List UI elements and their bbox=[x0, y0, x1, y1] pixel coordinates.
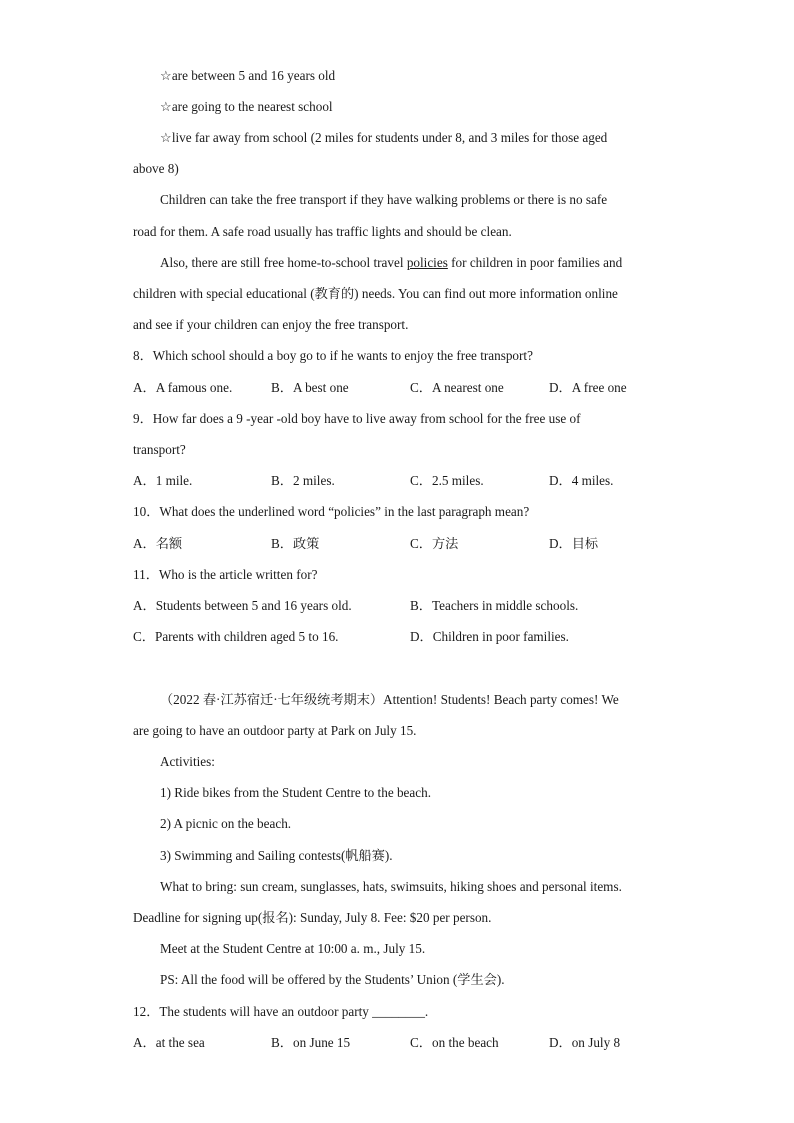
question-12-option-d: D．on July 8 bbox=[549, 1035, 621, 1050]
passage-b-intro-line-1: （2022 春·江苏宿迁·七年级统考期末）Attention! Students! Beach party comes! We bbox=[160, 692, 619, 707]
question-8-stem: 8．Which school should a boy go to if he wants to enjoy the free transport? bbox=[133, 348, 533, 363]
question-8-option-b: B．A best one bbox=[271, 380, 349, 395]
question-9-option-a: A．1 mile. bbox=[133, 473, 193, 488]
question-9-stem-cont: transport? bbox=[133, 442, 186, 457]
bullet-distance-cont: above 8) bbox=[133, 161, 179, 176]
question-10-option-c: C．方法 bbox=[410, 536, 459, 551]
question-9-option-c: C．2.5 miles. bbox=[410, 473, 484, 488]
question-9-stem: 9．How far does a 9 -year -old boy have to live away from school for the free use of bbox=[133, 411, 581, 426]
activity-1: 1) Ride bikes from the Student Centre to the beach. bbox=[160, 785, 432, 800]
paragraph-2-line-3: and see if your children can enjoy the free transport. bbox=[133, 317, 409, 332]
what-to-bring: What to bring: sun cream, sunglasses, hats, swimsuits, hiking shoes and personal items. bbox=[160, 879, 622, 894]
question-11-option-b: B．Teachers in middle schools. bbox=[410, 598, 579, 613]
question-12-option-b: B．on June 15 bbox=[271, 1035, 351, 1050]
deadline-fee: Deadline for signing up(报名): Sunday, July 8. Fee: $20 per person. bbox=[133, 910, 492, 925]
question-12-option-c: C．on the beach bbox=[410, 1035, 499, 1050]
paragraph-2-line-2: children with special educational (教育的) needs. You can find out more information online bbox=[133, 286, 618, 301]
bullet-distance: ☆live far away from school (2 miles for students under 8, and 3 miles for those aged bbox=[160, 130, 608, 145]
question-8-option-a: A．A famous one. bbox=[133, 380, 233, 395]
question-11-stem: 11．Who is the article written for? bbox=[133, 567, 318, 582]
paragraph-2-line-1: Also, there are still free home-to-school travel policies for children in poor families and bbox=[160, 255, 623, 270]
paragraph-1-line-1: Children can take the free transport if they have walking problems or there is no safe bbox=[160, 192, 608, 207]
question-12-option-a: A．at the sea bbox=[133, 1035, 205, 1050]
question-9-option-b: B．2 miles. bbox=[271, 473, 335, 488]
activity-3: 3) Swimming and Sailing contests(帆船赛). bbox=[160, 848, 393, 863]
question-8-option-c: C．A nearest one bbox=[410, 380, 504, 395]
question-11-option-a: A．Students between 5 and 16 years old. bbox=[133, 598, 352, 613]
postscript: PS: All the food will be offered by the Students’ Union (学生会). bbox=[160, 972, 505, 987]
paragraph-1-line-2: road for them. A safe road usually has traffic lights and should be clean. bbox=[133, 224, 512, 239]
activity-2: 2) A picnic on the beach. bbox=[160, 816, 292, 831]
question-10-option-b: B．政策 bbox=[271, 536, 320, 551]
question-8-option-d: D．A free one bbox=[549, 380, 627, 395]
underlined-word-policies: policies bbox=[406, 255, 448, 270]
bullet-school: ☆are going to the nearest school bbox=[160, 99, 333, 114]
question-11-option-d: D．Children in poor families. bbox=[410, 629, 569, 644]
bullet-age: ☆are between 5 and 16 years old bbox=[160, 68, 336, 83]
question-10-option-a: A．名额 bbox=[133, 536, 183, 551]
question-10-stem: 10．What does the underlined word “policies” in the last paragraph mean? bbox=[133, 504, 530, 519]
question-11-option-c: C．Parents with children aged 5 to 16. bbox=[133, 629, 339, 644]
meeting-info: Meet at the Student Centre at 10:00 a. m., July 15. bbox=[160, 941, 426, 956]
activities-label: Activities: bbox=[160, 754, 215, 769]
passage-b-intro-line-2: are going to have an outdoor party at Park on July 15. bbox=[133, 723, 417, 738]
question-12-stem: 12．The students will have an outdoor party ________. bbox=[133, 1004, 429, 1019]
question-10-option-d: D．目标 bbox=[549, 536, 599, 551]
question-9-option-d: D．4 miles. bbox=[549, 473, 614, 488]
